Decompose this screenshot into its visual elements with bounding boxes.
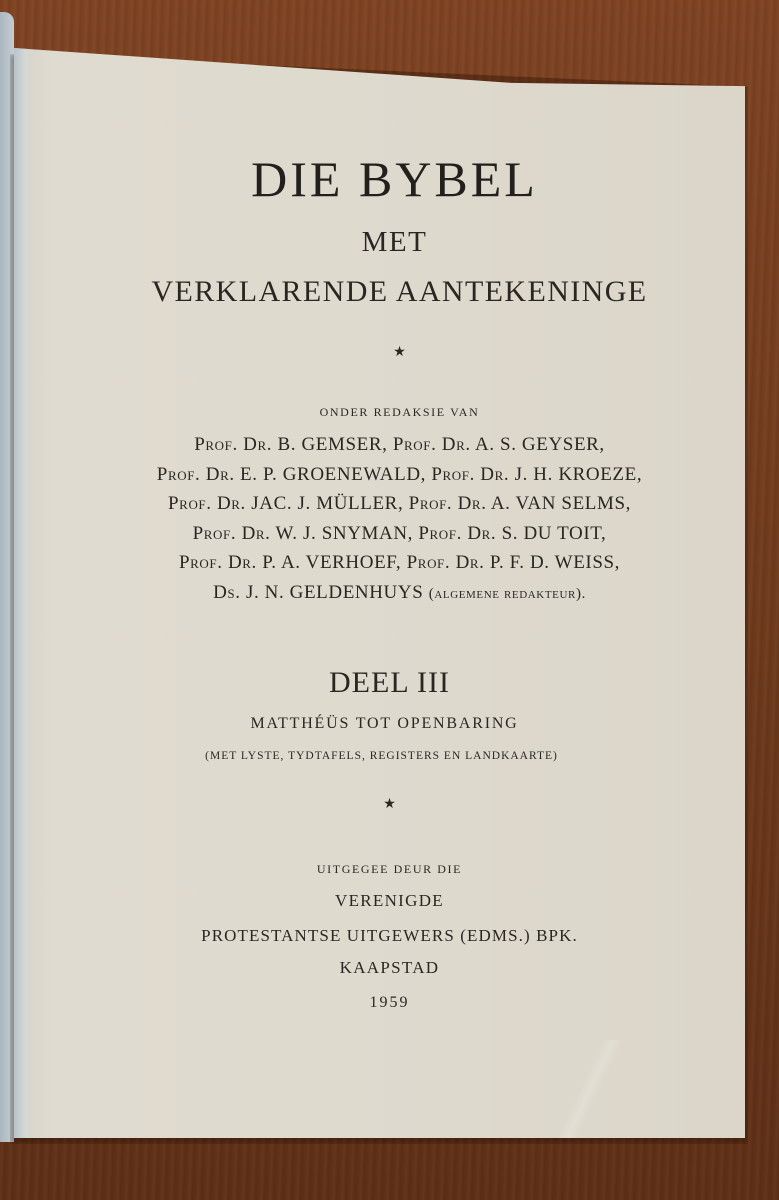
editor-name: B. GEMSER, [272,434,393,455]
book-subtitle: VERKLARENDE AANTEKENINGE [151,275,648,308]
publisher-city: KAAPSTAD [339,958,440,977]
editor-name: P. F. D. WEISS, [484,552,621,573]
editor-name: JAC. J. MÜLLER, [245,493,409,514]
editor-name: E. P. GROENEWALD, [234,463,432,485]
editor-line [54,519,745,549]
title-page-content [14,0,745,1200]
star-ornament-icon: ★ [393,345,406,360]
volume-books: MATTHÉÜS TOT OPENBARING [250,715,519,732]
editor-title: Prof. Dr. [192,522,271,544]
general-editor-name: J. N. GELDENHUYS [240,581,429,603]
editor-title: Prof. Dr. [418,522,497,544]
title-connector: MET [361,226,428,258]
publication-year: 1959 [369,994,410,1011]
editor-title: Prof. Dr. [156,463,235,485]
editor-title: Prof. Dr. [408,493,487,514]
editor-line [54,430,745,460]
publisher-name-line-2: PROTESTANTSE UITGEWERS (EDMS.) BPK. [201,926,578,945]
general-editor-line [54,578,745,610]
book-title: DIE BYBEL [251,151,538,207]
editor-name: P. A. VERHOEF, [256,552,407,573]
editor-name: A. S. GEYSER, [470,434,605,455]
publisher-name-line-1: VERENIGDE [335,891,444,910]
editor-title: Prof. Dr. [431,463,510,485]
editor-line [54,489,745,519]
editors-intro: ONDER REDAKSIE VAN [319,405,480,419]
general-editor-title: Ds. [213,581,241,603]
editor-line [54,460,745,490]
volume-extras: (MET LYSTE, TYDTAFELS, REGISTERS EN LANDKAARTE) [205,750,558,762]
editor-name: A. VAN SELMS, [486,493,631,514]
general-editor-role: (algemene redakteur). [428,585,586,602]
editor-title: Prof. Dr. [406,552,485,573]
star-ornament-icon: ★ [383,797,396,812]
editor-title: Prof. Dr. [194,434,273,455]
editor-name: W. J. SNYMAN, [270,522,419,544]
editor-title: Prof. Dr. [392,434,471,455]
editor-line [54,548,745,578]
editor-name: J. H. KROEZE, [509,463,643,485]
editor-title: Prof. Dr. [168,493,246,514]
published-by-label: UITGEGEE DEUR DIE [316,862,463,876]
volume-number: DEEL III [329,666,450,699]
editors-list [14,430,745,609]
editor-name: S. DU TOIT, [496,522,607,544]
editor-title: Prof. Dr. [178,552,257,573]
